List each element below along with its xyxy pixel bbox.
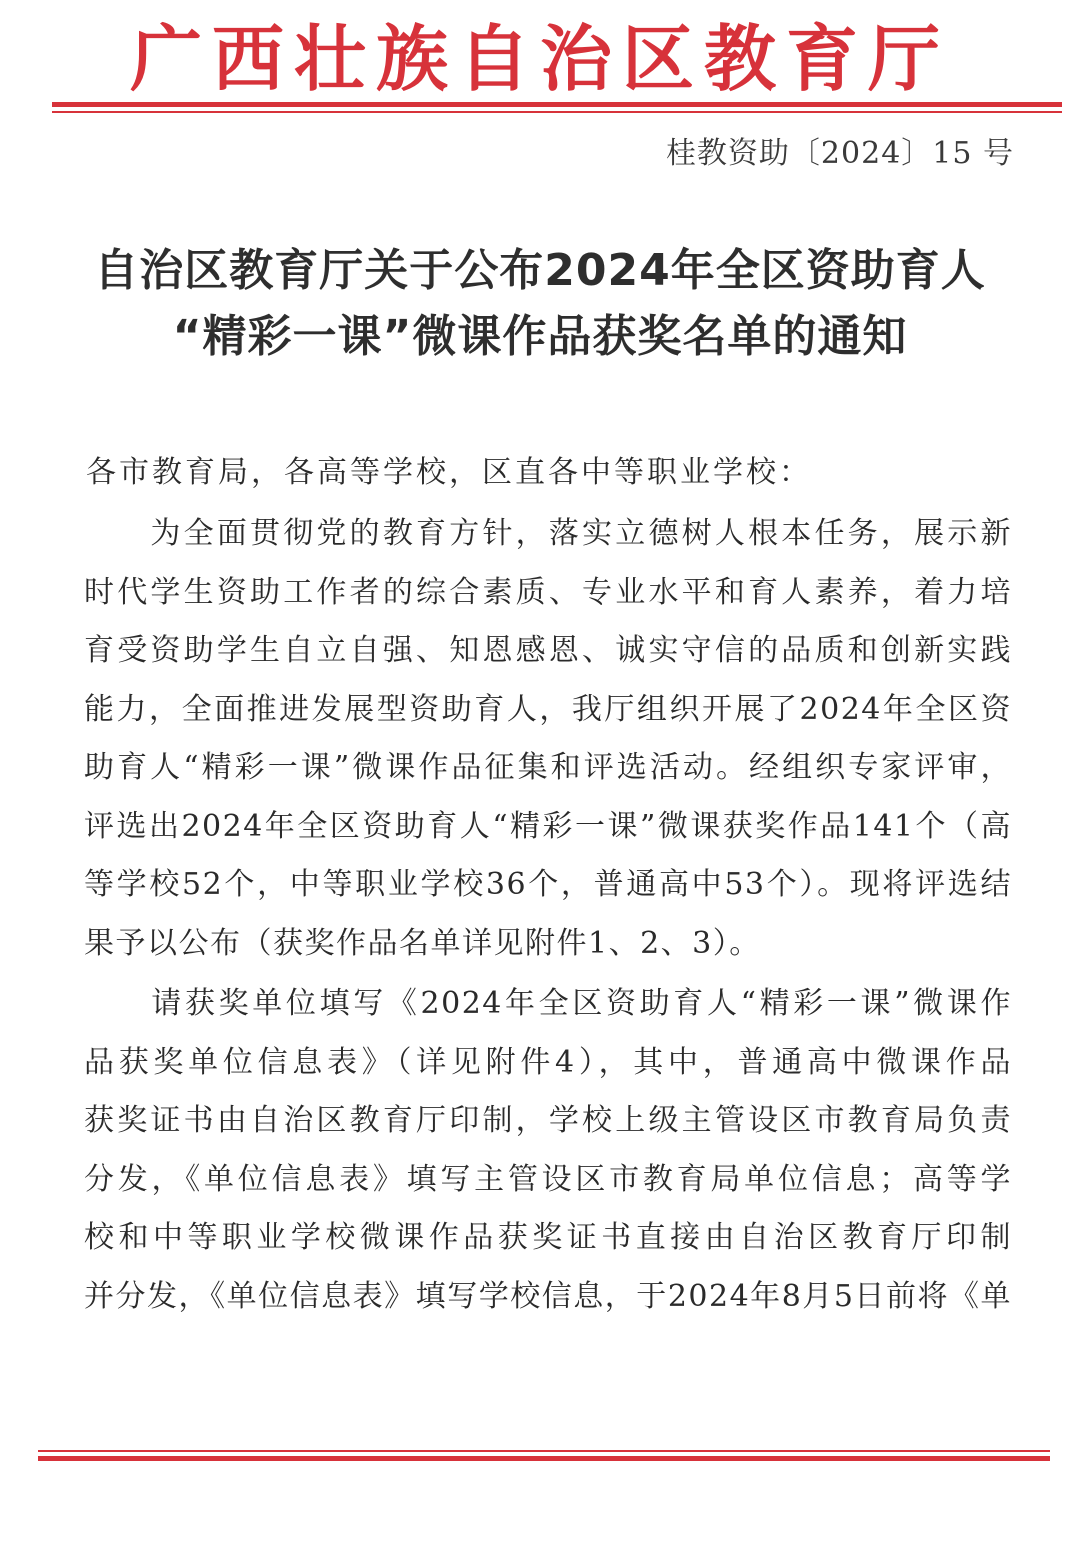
text-line: 品获奖单位信息表》（详见附件4），其中，普通高中微课作品	[84, 1044, 1012, 1080]
letterhead-title: 广西壮族自治区教育厅	[129, 17, 950, 101]
text-line: 育受资助学生自立自强、知恩感恩、诚实守信的品质和创新实践	[84, 633, 1012, 668]
letterhead-divider	[52, 102, 1062, 114]
text-line: 时代学生资助工作者的综合素质、专业水平和育人素养，着力培	[84, 574, 1012, 610]
text-line: 助育人“精彩一课”微课作品征集和评选活动。经组织专家评审，	[84, 750, 1012, 785]
text-line: 请获奖单位填写《2024年全区资助育人“精彩一课”微课作	[84, 986, 1012, 1021]
document-title	[40, 238, 1040, 370]
paragraph-2	[84, 975, 1012, 1326]
text-line: 能力，全面推进发展型资助育人，我厅组织开展了2024年全区资	[84, 691, 1012, 727]
document-title-line: 自治区教育厅关于公布2024年全区资助育人	[94, 245, 986, 296]
text-line: 校和中等职业学校微课作品获奖证书直接由自治区教育厅印制	[84, 1220, 1012, 1255]
text-line: 等学校52个，中等职业学校36个，普通高中53个）。现将评选结	[84, 867, 1012, 902]
text-line: 评选出2024年全区资助育人“精彩一课”微课获奖作品141个（高	[84, 808, 1012, 844]
footer-divider	[38, 1450, 1050, 1464]
divider-thick-line	[52, 102, 1062, 107]
text-line: 果予以公布（获奖作品名单详见附件1、2、3）。	[84, 925, 761, 961]
divider-thick-line	[38, 1456, 1050, 1461]
divider-thin-line	[52, 111, 1062, 113]
document-title-line: “精彩一课”微课作品获奖名单的通知	[172, 311, 908, 362]
divider-thin-line	[38, 1450, 1050, 1452]
paragraph-1	[84, 505, 1012, 973]
text-line: 并分发，《单位信息表》填写学校信息，于2024年8月5日前将《单	[84, 1278, 1012, 1314]
document-number: 桂教资助〔2024〕15 号	[665, 136, 1014, 171]
text-line: 分发，《单位信息表》填写主管设区市教育局单位信息；高等学	[84, 1161, 1012, 1197]
text-line: 获奖证书由自治区教育厅印制，学校上级主管设区市教育局负责	[84, 1103, 1012, 1138]
salutation: 各市教育局，各高等学校，区直各中等职业学校：	[86, 455, 812, 490]
text-line: 为全面贯彻党的教育方针，落实立德树人根本任务，展示新	[84, 516, 1012, 551]
